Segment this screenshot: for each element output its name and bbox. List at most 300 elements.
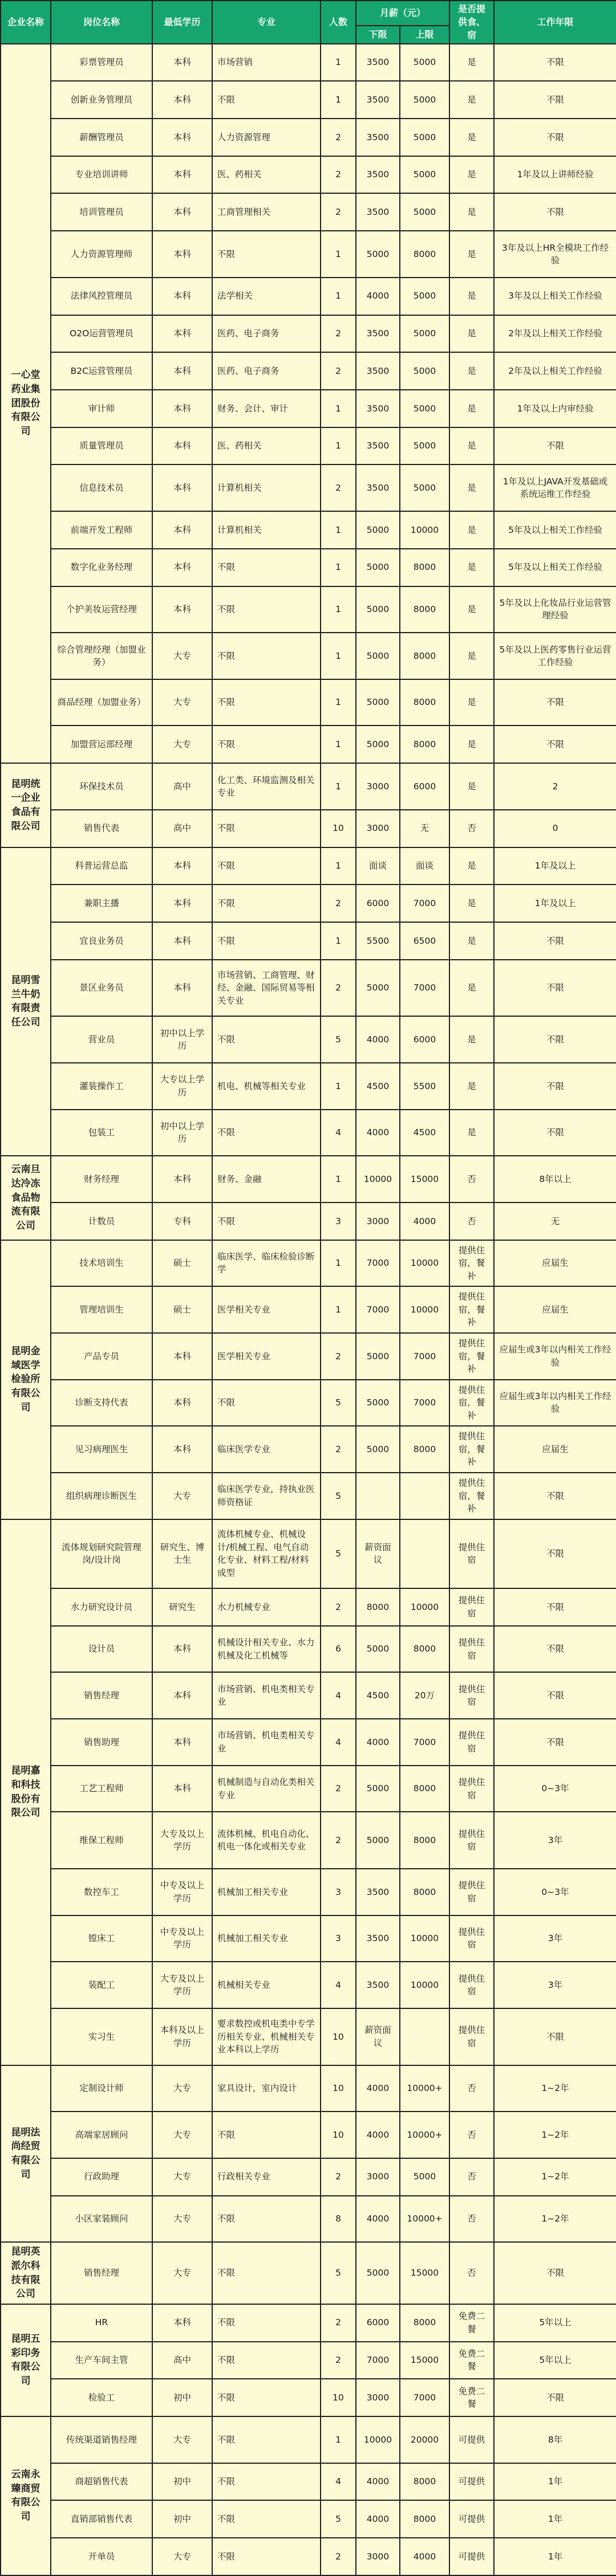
cell-housing: 是 xyxy=(449,231,494,278)
table-row xyxy=(1,1519,616,1588)
cell-position: 商超销售代表 xyxy=(51,2463,152,2501)
cell-housing: 否 xyxy=(449,1156,494,1203)
cell-experience: 不限 xyxy=(494,427,616,465)
cell-major: 不限 xyxy=(212,549,321,586)
cell-major: 不限 xyxy=(212,2538,321,2575)
cell-salary-max: 20000 xyxy=(400,2416,449,2463)
cell-salary-min: 5500 xyxy=(356,922,400,960)
cell-housing: 否 xyxy=(449,2158,494,2196)
table-row xyxy=(1,511,616,549)
cell-salary-max: 8000 xyxy=(400,633,449,679)
cell-salary-min: 5000 xyxy=(356,679,400,726)
cell-count: 1 xyxy=(321,1156,356,1203)
cell-housing: 否 xyxy=(449,1203,494,1240)
cell-count: 4 xyxy=(321,1719,356,1766)
cell-experience: 不限 xyxy=(494,193,616,231)
cell-count: 2 xyxy=(321,156,356,194)
cell-experience: 不限 xyxy=(494,44,616,81)
cell-major: 计算机相关 xyxy=(212,511,321,549)
cell-experience: 2年及以上相关工作经验 xyxy=(494,352,616,390)
cell-experience: 1年 xyxy=(494,2500,616,2538)
cell-housing: 是 xyxy=(449,549,494,586)
cell-salary-min: 3500 xyxy=(356,156,400,194)
header-row xyxy=(1,1,616,26)
cell-count: 1 xyxy=(321,81,356,119)
cell-position: 组织病理诊断医生 xyxy=(51,1473,152,1519)
table-row xyxy=(1,1672,616,1719)
cell-position: 数字化业务经理 xyxy=(51,549,152,586)
table-row xyxy=(1,1110,616,1156)
company-name: 云南永臻商贸有限公司 xyxy=(1,2416,51,2575)
cell-experience: 5年以上 xyxy=(494,2342,616,2379)
cell-salary-max: 5000 xyxy=(400,427,449,465)
cell-major: 不限 xyxy=(212,1203,321,1240)
cell-salary-max: 5000 xyxy=(400,2158,449,2196)
cell-salary-max: 8000 xyxy=(400,2500,449,2538)
cell-major: 医药、电子商务 xyxy=(212,352,321,390)
cell-salary-max: 5000 xyxy=(400,156,449,194)
cell-education: 中专及以上学历 xyxy=(152,1915,212,1962)
cell-count: 1 xyxy=(321,725,356,763)
cell-salary-min: 5000 xyxy=(356,586,400,633)
cell-major: 医药、电子商务 xyxy=(212,315,321,353)
cell-education: 本科 xyxy=(152,586,212,633)
cell-count: 4 xyxy=(321,1962,356,2008)
cell-major: 计算机相关 xyxy=(212,464,321,511)
cell-education: 大专 xyxy=(152,633,212,679)
cell-position: 薪酬管理员 xyxy=(51,119,152,156)
cell-count: 2 xyxy=(321,960,356,1017)
cell-salary-min xyxy=(356,1473,400,1519)
cell-major: 临床医学专业，持执业医师资格证 xyxy=(212,1473,321,1519)
cell-salary-max: 15000 xyxy=(400,1156,449,1203)
company-name: 昆明嘉和科技股份有限公司 xyxy=(1,1519,51,2065)
cell-salary-max: 7000 xyxy=(400,2379,449,2416)
cell-salary-min: 4000 xyxy=(356,2065,400,2112)
cell-count: 1 xyxy=(321,847,356,885)
cell-salary-max: 10000 xyxy=(400,511,449,549)
table-row xyxy=(1,2416,616,2463)
cell-education: 本科 xyxy=(152,847,212,885)
cell-position: 彩票管理员 xyxy=(51,44,152,81)
cell-salary-max: 5000 xyxy=(400,464,449,511)
cell-position: 生产车间主管 xyxy=(51,2342,152,2379)
cell-count: 2 xyxy=(321,1812,356,1869)
company-name: 昆明金域医学检验所有限公司 xyxy=(1,1240,51,1519)
cell-housing: 是 xyxy=(449,427,494,465)
cell-major: 医学相关专业 xyxy=(212,1333,321,1380)
cell-housing: 提供住宿，餐补 xyxy=(449,1333,494,1380)
cell-experience: 2年及以上相关工作经验 xyxy=(494,315,616,353)
cell-major: 机械设计相关专业、水力机械及化工机械等 xyxy=(212,1626,321,1673)
cell-experience: 应届生 xyxy=(494,1240,616,1287)
cell-count: 2 xyxy=(321,2158,356,2196)
cell-position: 专业培训讲师 xyxy=(51,156,152,194)
cell-salary-min: 薪资面议 xyxy=(356,2008,400,2065)
cell-position: 见习病理医生 xyxy=(51,1426,152,1473)
cell-education: 大专 xyxy=(152,1473,212,1519)
cell-experience: 0 xyxy=(494,810,616,847)
cell-position: 产品专员 xyxy=(51,1333,152,1380)
cell-housing: 是 xyxy=(449,679,494,726)
cell-salary-min: 5000 xyxy=(356,1380,400,1426)
cell-position: O2O运营管理员 xyxy=(51,315,152,353)
cell-position: 工艺工程师 xyxy=(51,1766,152,1812)
table-row xyxy=(1,2112,616,2158)
cell-salary-max: 8000 xyxy=(400,1812,449,1869)
cell-position: 法律风控管理员 xyxy=(51,278,152,315)
cell-education: 大专 xyxy=(152,2242,212,2304)
table-row xyxy=(1,725,616,763)
cell-education: 大专以上学历 xyxy=(152,1063,212,1110)
cell-position: 包装工 xyxy=(51,1110,152,1156)
cell-count: 1 xyxy=(321,1286,356,1333)
cell-salary-max: 15000 xyxy=(400,2342,449,2379)
cell-count: 1 xyxy=(321,679,356,726)
cell-salary-min: 3500 xyxy=(356,315,400,353)
cell-major: 临床医学、临床检验诊断学 xyxy=(212,1240,321,1287)
cell-salary-min: 4000 xyxy=(356,1719,400,1766)
cell-education: 研究生、博士生 xyxy=(152,1519,212,1588)
cell-major: 流体机械、机电自动化、机电一体化或相关专业 xyxy=(212,1812,321,1869)
cell-salary-min: 8000 xyxy=(356,1588,400,1626)
cell-housing: 可提供 xyxy=(449,2463,494,2501)
cell-salary-max: 面谈 xyxy=(400,847,449,885)
cell-major: 不限 xyxy=(212,2242,321,2304)
cell-housing: 提供住宿 xyxy=(449,1519,494,1588)
cell-count: 2 xyxy=(321,315,356,353)
cell-housing: 提供住宿，餐补 xyxy=(449,1380,494,1426)
cell-education: 大专 xyxy=(152,725,212,763)
cell-position: 商品经理（加盟业务） xyxy=(51,679,152,726)
cell-salary-max: 7000 xyxy=(400,1719,449,1766)
header-position: 岗位名称 xyxy=(51,1,152,44)
cell-salary-min: 4000 xyxy=(356,278,400,315)
header-education: 最低学历 xyxy=(152,1,212,44)
cell-housing: 可提供 xyxy=(449,2538,494,2575)
table-row xyxy=(1,193,616,231)
table-row xyxy=(1,679,616,726)
cell-experience: 不限 xyxy=(494,960,616,1017)
cell-salary-min: 7000 xyxy=(356,2342,400,2379)
table-row xyxy=(1,2158,616,2196)
cell-experience: 3年 xyxy=(494,1812,616,1869)
cell-salary-max: 5000 xyxy=(400,315,449,353)
cell-experience: 1年及以上 xyxy=(494,847,616,885)
cell-position: 设计员 xyxy=(51,1626,152,1673)
cell-count: 1 xyxy=(321,549,356,586)
cell-education: 本科 xyxy=(152,315,212,353)
table-row xyxy=(1,1380,616,1426)
cell-education: 大专 xyxy=(152,2416,212,2463)
cell-education: 大专 xyxy=(152,2065,212,2112)
cell-education: 本科 xyxy=(152,960,212,1017)
cell-salary-max: 6000 xyxy=(400,1016,449,1063)
cell-experience: 2 xyxy=(494,763,616,810)
cell-salary-min: 3500 xyxy=(356,193,400,231)
cell-salary-min: 5000 xyxy=(356,231,400,278)
cell-experience: 1年及以上JAVA开发基础或系统运维工作经验 xyxy=(494,464,616,511)
cell-salary-min: 10000 xyxy=(356,1156,400,1203)
cell-major: 医学相关专业 xyxy=(212,1286,321,1333)
cell-count: 5 xyxy=(321,1519,356,1588)
cell-salary-min: 5000 xyxy=(356,1333,400,1380)
cell-position: 技术培训生 xyxy=(51,1240,152,1287)
cell-housing: 否 xyxy=(449,2196,494,2243)
cell-salary-max: 8000 xyxy=(400,1869,449,1915)
cell-position: 宜良业务员 xyxy=(51,922,152,960)
table-row xyxy=(1,1626,616,1673)
cell-position: 审计师 xyxy=(51,390,152,427)
cell-education: 大专 xyxy=(152,679,212,726)
cell-education: 初中以上学历 xyxy=(152,1110,212,1156)
cell-major: 人力资源管理 xyxy=(212,119,321,156)
cell-housing: 可提供 xyxy=(449,2500,494,2538)
cell-housing: 提供住宿，餐补 xyxy=(449,1240,494,1287)
table-row xyxy=(1,885,616,922)
cell-major: 家具设计，室内设计 xyxy=(212,2065,321,2112)
cell-major: 工商管理相关 xyxy=(212,193,321,231)
cell-position: 开单员 xyxy=(51,2538,152,2575)
cell-education: 本科 xyxy=(152,1333,212,1380)
cell-education: 本科及以上学历 xyxy=(152,2008,212,2065)
cell-salary-max: 8000 xyxy=(400,1426,449,1473)
cell-salary-max: 7000 xyxy=(400,960,449,1017)
cell-experience: 3年 xyxy=(494,1915,616,1962)
cell-housing: 是 xyxy=(449,511,494,549)
cell-salary-max: 5000 xyxy=(400,352,449,390)
cell-experience: 不限 xyxy=(494,1016,616,1063)
cell-major: 法学相关 xyxy=(212,278,321,315)
cell-position: 信息技术员 xyxy=(51,464,152,511)
cell-count: 10 xyxy=(321,2112,356,2158)
cell-experience: 3年 xyxy=(494,1962,616,2008)
cell-education: 高中 xyxy=(152,810,212,847)
cell-count: 2 xyxy=(321,352,356,390)
cell-housing: 是 xyxy=(449,960,494,1017)
cell-count: 2 xyxy=(321,193,356,231)
cell-salary-max xyxy=(400,1473,449,1519)
cell-salary-max: 10000 xyxy=(400,1588,449,1626)
cell-count: 1 xyxy=(321,763,356,810)
cell-experience: 不限 xyxy=(494,81,616,119)
table-row xyxy=(1,1812,616,1869)
cell-count: 10 xyxy=(321,810,356,847)
table-row xyxy=(1,1156,616,1203)
cell-experience: 1~2年 xyxy=(494,2158,616,2196)
cell-education: 高中 xyxy=(152,763,212,810)
table-row xyxy=(1,464,616,511)
table-row xyxy=(1,44,616,81)
company-name: 昆明法尚经贸有限公司 xyxy=(1,2065,51,2243)
cell-major: 机械加工相关专业 xyxy=(212,1869,321,1915)
cell-salary-min: 5000 xyxy=(356,1626,400,1673)
cell-salary-min: 3500 xyxy=(356,1869,400,1915)
cell-housing: 提供住宿 xyxy=(449,1672,494,1719)
cell-salary-min: 4500 xyxy=(356,1063,400,1110)
cell-major: 不限 xyxy=(212,2112,321,2158)
cell-major: 财务、金融 xyxy=(212,1156,321,1203)
table-row xyxy=(1,633,616,679)
cell-count: 2 xyxy=(321,1766,356,1812)
cell-count: 2 xyxy=(321,885,356,922)
cell-major: 不限 xyxy=(212,81,321,119)
cell-major: 临床医学专业 xyxy=(212,1426,321,1473)
cell-housing: 是 xyxy=(449,633,494,679)
cell-salary-min: 7000 xyxy=(356,1286,400,1333)
cell-experience: 不限 xyxy=(494,1110,616,1156)
cell-salary-max: 5000 xyxy=(400,278,449,315)
cell-major: 不限 xyxy=(212,2196,321,2243)
cell-position: 计数员 xyxy=(51,1203,152,1240)
table-row xyxy=(1,231,616,278)
cell-position: 个护美妆运营经理 xyxy=(51,586,152,633)
cell-count: 2 xyxy=(321,2538,356,2575)
cell-major: 不限 xyxy=(212,2342,321,2379)
table-row xyxy=(1,2196,616,2243)
cell-experience: 1年 xyxy=(494,2538,616,2575)
cell-education: 本科 xyxy=(152,119,212,156)
cell-position: 营业员 xyxy=(51,1016,152,1063)
cell-position: 流体规划研究院管理岗/设计岗 xyxy=(51,1519,152,1588)
cell-position: 景区业务员 xyxy=(51,960,152,1017)
cell-salary-min: 薪资面议 xyxy=(356,1519,400,1588)
cell-housing: 否 xyxy=(449,2242,494,2304)
cell-experience: 1年及以上讲师经验 xyxy=(494,156,616,194)
header-count: 人数 xyxy=(321,1,356,44)
cell-count: 1 xyxy=(321,427,356,465)
cell-major: 财务、会计、审计 xyxy=(212,390,321,427)
table-row xyxy=(1,810,616,847)
cell-count: 3 xyxy=(321,1915,356,1962)
header-housing: 是否提供食、宿 xyxy=(449,1,494,44)
cell-education: 本科 xyxy=(152,278,212,315)
cell-salary-max: 10000 xyxy=(400,1962,449,2008)
cell-experience: 5年及以上相关工作经验 xyxy=(494,549,616,586)
cell-education: 本科 xyxy=(152,1380,212,1426)
cell-count: 6 xyxy=(321,1626,356,1673)
table-row xyxy=(1,2008,616,2065)
cell-salary-max: 7000 xyxy=(400,1380,449,1426)
cell-position: 财务经理 xyxy=(51,1156,152,1203)
cell-major: 不限 xyxy=(212,2379,321,2416)
cell-housing: 否 xyxy=(449,810,494,847)
cell-education: 硕士 xyxy=(152,1240,212,1287)
cell-experience: 1年及以上内审经验 xyxy=(494,390,616,427)
cell-salary-max: 5500 xyxy=(400,1063,449,1110)
cell-major: 不限 xyxy=(212,725,321,763)
table-row xyxy=(1,2304,616,2342)
cell-salary-max: 8000 xyxy=(400,2304,449,2342)
cell-position: HR xyxy=(51,2304,152,2342)
cell-housing: 免费二餐 xyxy=(449,2342,494,2379)
cell-education: 本科 xyxy=(152,81,212,119)
cell-education: 大专 xyxy=(152,2196,212,2243)
cell-housing: 是 xyxy=(449,156,494,194)
cell-salary-max: 8000 xyxy=(400,679,449,726)
cell-major: 不限 xyxy=(212,1110,321,1156)
cell-salary-max: 5000 xyxy=(400,193,449,231)
cell-education: 初中 xyxy=(152,2379,212,2416)
table-row xyxy=(1,763,616,810)
table-row xyxy=(1,922,616,960)
cell-count: 5 xyxy=(321,1016,356,1063)
cell-salary-min: 5000 xyxy=(356,1426,400,1473)
cell-position: 行政助理 xyxy=(51,2158,152,2196)
cell-experience: 3年及以上HR全模块工作经验 xyxy=(494,231,616,278)
cell-salary-max: 无 xyxy=(400,810,449,847)
cell-experience: 不限 xyxy=(494,2242,616,2304)
cell-salary-min: 4000 xyxy=(356,2196,400,2243)
cell-housing: 是 xyxy=(449,81,494,119)
cell-housing: 否 xyxy=(449,2065,494,2112)
company-name: 昆明英派尔科技有限公司 xyxy=(1,2242,51,2304)
cell-experience: 5年及以上医药零售行业运营工作经验 xyxy=(494,633,616,679)
cell-housing: 提供住宿 xyxy=(449,1962,494,2008)
cell-housing: 是 xyxy=(449,464,494,511)
table-row xyxy=(1,1286,616,1333)
cell-position: 诊断支持代表 xyxy=(51,1380,152,1426)
table-row xyxy=(1,278,616,315)
cell-experience: 不限 xyxy=(494,922,616,960)
cell-count: 2 xyxy=(321,119,356,156)
cell-housing: 可提供 xyxy=(449,2416,494,2463)
cell-housing: 是 xyxy=(449,1110,494,1156)
cell-count: 2 xyxy=(321,464,356,511)
table-row xyxy=(1,2065,616,2112)
cell-housing: 提供住宿 xyxy=(449,1915,494,1962)
cell-salary-min: 3000 xyxy=(356,1203,400,1240)
cell-housing: 提供住宿 xyxy=(449,1719,494,1766)
cell-major: 机械相关专业 xyxy=(212,1962,321,2008)
cell-salary-min: 4000 xyxy=(356,2500,400,2538)
cell-experience: 0~3年 xyxy=(494,1766,616,1812)
cell-count: 1 xyxy=(321,586,356,633)
cell-salary-max: 5000 xyxy=(400,81,449,119)
cell-salary-max: 4000 xyxy=(400,2538,449,2575)
cell-salary-max: 10000 xyxy=(400,1286,449,1333)
cell-housing: 是 xyxy=(449,725,494,763)
cell-salary-max: 10000+ xyxy=(400,2065,449,2112)
cell-salary-min: 4000 xyxy=(356,1016,400,1063)
cell-experience: 不限 xyxy=(494,1719,616,1766)
cell-salary-max: 10000+ xyxy=(400,2112,449,2158)
cell-experience: 不限 xyxy=(494,119,616,156)
cell-housing: 是 xyxy=(449,922,494,960)
cell-salary-max: 7000 xyxy=(400,885,449,922)
cell-experience: 8年以上 xyxy=(494,1156,616,1203)
cell-major: 不限 xyxy=(212,922,321,960)
cell-experience: 5年以上 xyxy=(494,2304,616,2342)
cell-housing: 是 xyxy=(449,193,494,231)
cell-salary-min: 3500 xyxy=(356,464,400,511)
table-row xyxy=(1,2538,616,2575)
cell-position: 镗床工 xyxy=(51,1915,152,1962)
cell-salary-max: 6500 xyxy=(400,922,449,960)
cell-count: 10 xyxy=(321,2379,356,2416)
header-salary-max: 上限 xyxy=(400,26,449,44)
cell-education: 本科 xyxy=(152,549,212,586)
cell-education: 本科 xyxy=(152,156,212,194)
cell-experience: 不限 xyxy=(494,725,616,763)
cell-salary-min: 4500 xyxy=(356,1672,400,1719)
cell-salary-max: 8000 xyxy=(400,231,449,278)
cell-experience: 1年 xyxy=(494,2463,616,2501)
cell-education: 本科 xyxy=(152,390,212,427)
cell-salary-min: 5000 xyxy=(356,633,400,679)
cell-position: 销售助理 xyxy=(51,1719,152,1766)
cell-position: 直销部销售代表 xyxy=(51,2500,152,2538)
